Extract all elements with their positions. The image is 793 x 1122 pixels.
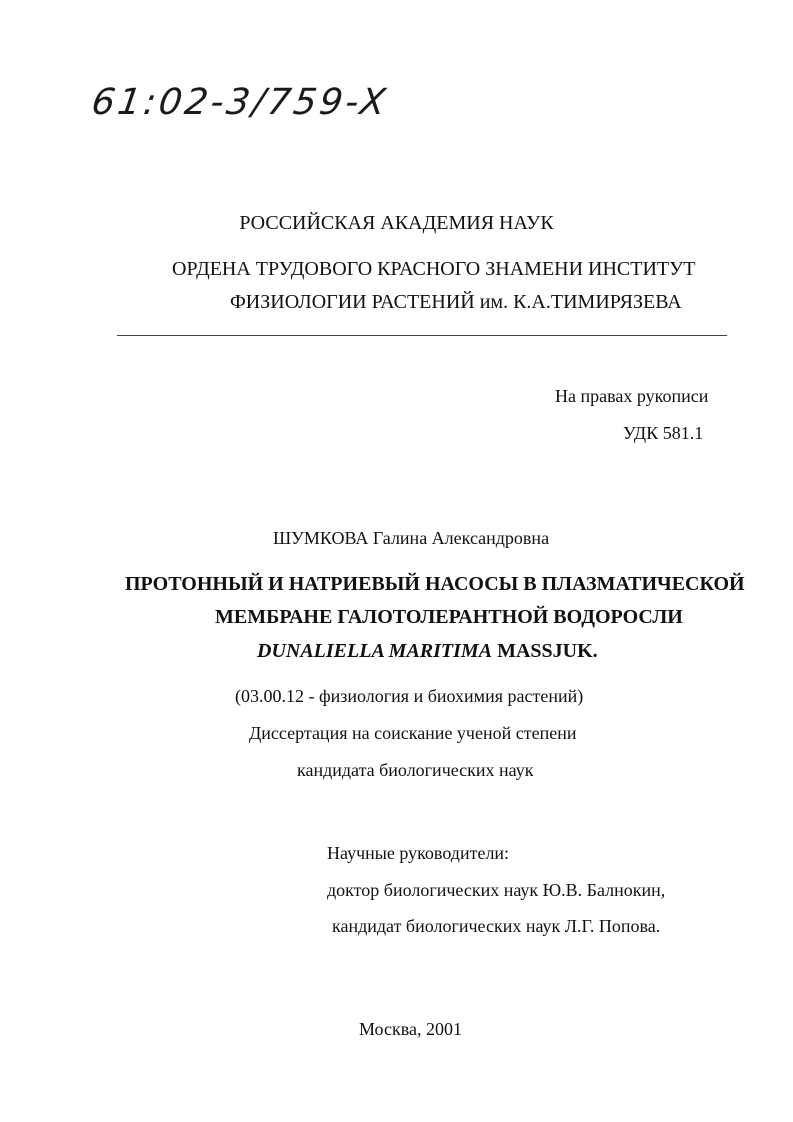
supervisor-first: доктор биологических наук Ю.В. Балнокин,	[327, 880, 666, 900]
manuscript-rights: На правах рукописи	[555, 386, 709, 406]
header-divider	[117, 335, 727, 336]
title-line2: МЕМБРАНЕ ГАЛОТОЛЕРАНТНОЙ ВОДОРОСЛИ	[215, 606, 683, 628]
city-year: Москва, 2001	[359, 1019, 462, 1039]
udc-code: УДК 581.1	[623, 423, 704, 443]
species-authority: MASSJUK.	[497, 640, 598, 662]
author-name: ШУМКОВА Галина Александровна	[273, 528, 550, 548]
academy-name: РОССИЙСКАЯ АКАДЕМИЯ НАУК	[239, 212, 554, 234]
institute-name-line1: ОРДЕНА ТРУДОВОГО КРАСНОГО ЗНАМЕНИ ИНСТИТУТ	[172, 258, 696, 280]
title-line3	[257, 640, 598, 663]
supervisor-second: кандидат биологических наук Л.Г. Попова.	[332, 916, 661, 936]
archive-number-handwritten: 61:02-3/759-X	[89, 82, 391, 123]
dissertation-line2: кандидата биологических наук	[297, 760, 534, 780]
supervisors-heading: Научные руководители:	[327, 843, 510, 863]
institute-name-line2: ФИЗИОЛОГИИ РАСТЕНИЙ им. К.А.ТИМИРЯЗЕВА	[230, 291, 682, 313]
species-name: DUNALIELLA MARITIMA	[257, 640, 493, 662]
dissertation-line1: Диссертация на соискание ученой степени	[249, 723, 577, 743]
title-line1: ПРОТОННЫЙ И НАТРИЕВЫЙ НАСОСЫ В ПЛАЗМАТИЧЕСКОЙ	[125, 573, 745, 595]
specialty-code: (03.00.12 - физиология и биохимия растений)	[235, 686, 584, 706]
